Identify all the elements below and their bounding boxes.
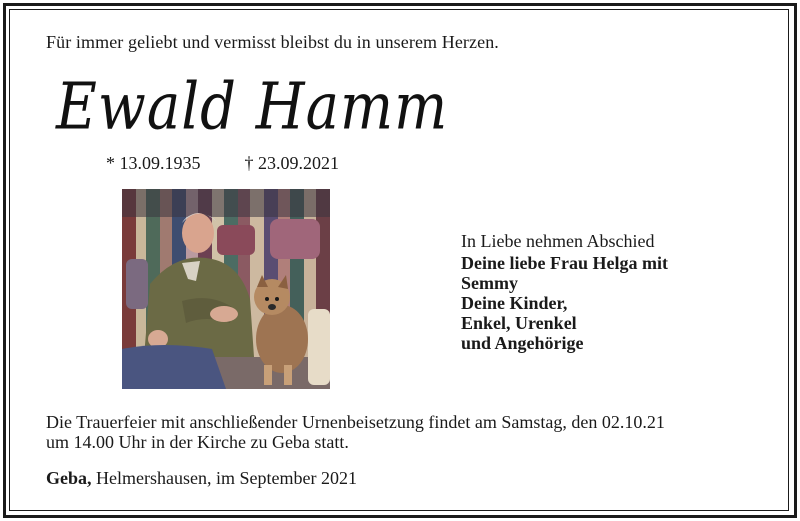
mourner-line: Deine liebe Frau Helga mit	[461, 253, 668, 273]
place-bold: Geba,	[46, 468, 92, 488]
motto: Für immer geliebt und vermisst bleibst du in unserem Herzen.	[46, 32, 499, 52]
death-date: † 23.09.2021	[244, 153, 339, 173]
place-and-date	[46, 468, 357, 489]
ceremony-info	[46, 412, 746, 452]
mourners-list	[461, 253, 668, 353]
farewell-block	[461, 231, 668, 353]
mourner-line: Enkel, Urenkel	[461, 313, 577, 333]
deceased-name: Ewald Hamm	[56, 70, 449, 145]
life-dates	[106, 153, 383, 174]
mourner-line: und Angehörige	[461, 333, 584, 353]
mourner-line: Deine Kinder,	[461, 293, 568, 313]
place-rest: Helmershausen, im September 2021	[91, 468, 357, 488]
portrait-photo	[122, 189, 330, 389]
ceremony-line: um 14.00 Uhr in der Kirche zu Geba statt.	[46, 432, 349, 452]
birth-date: * 13.09.1935	[106, 153, 201, 173]
farewell-lead: In Liebe nehmen Abschied	[461, 231, 655, 251]
ceremony-line: Die Trauerfeier mit anschließender Urnenbeisetzung findet am Samstag, den 02.10.21	[46, 412, 665, 432]
mourner-line: Semmy	[461, 273, 518, 293]
